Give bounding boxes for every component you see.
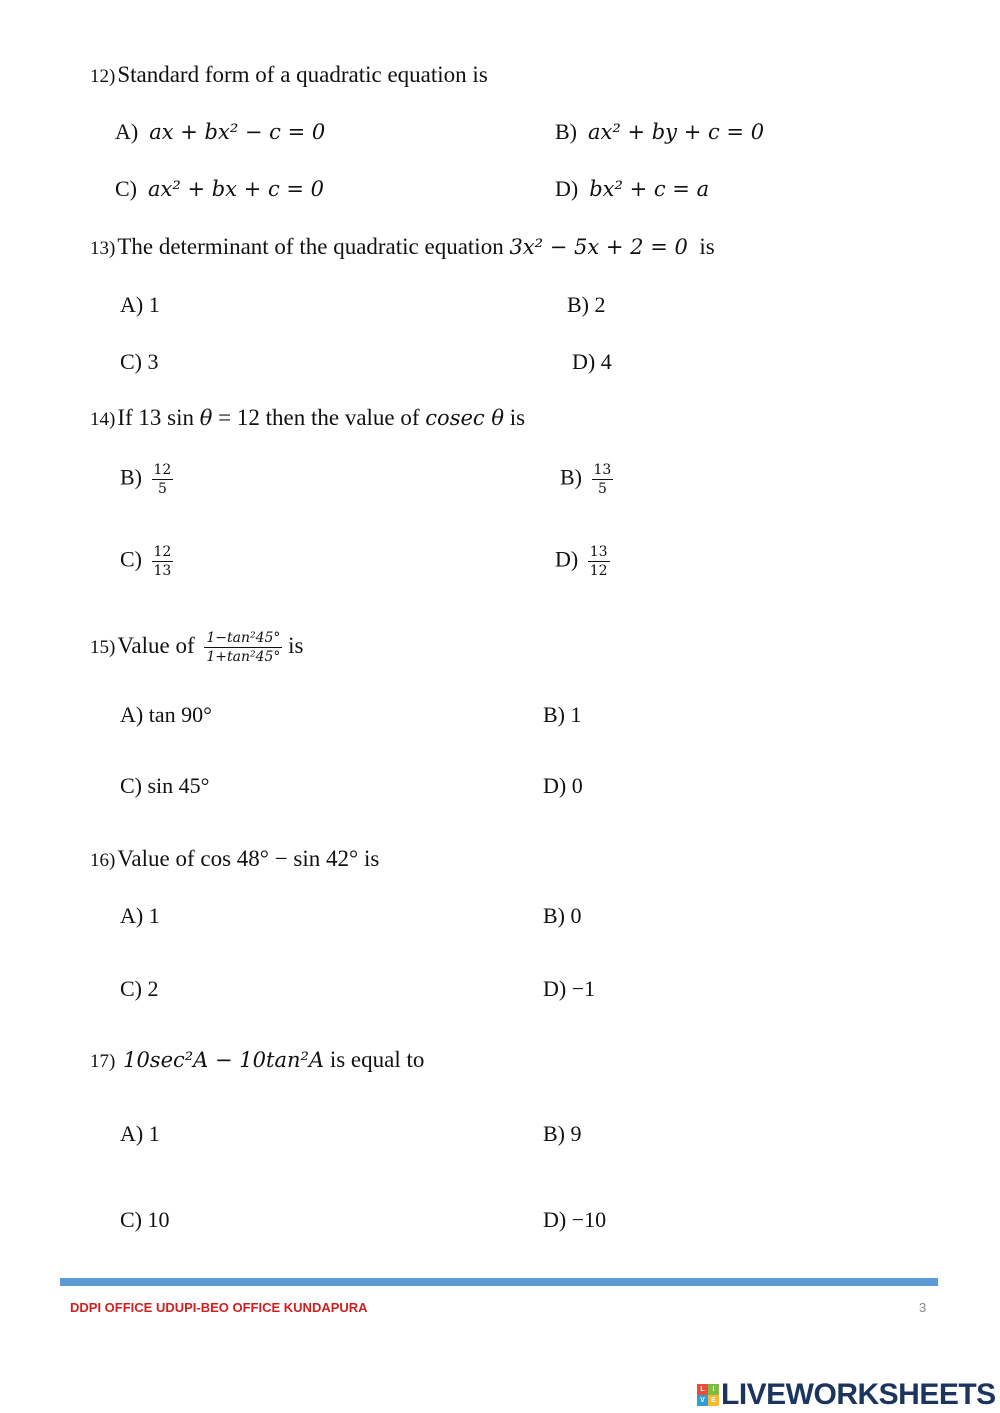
- question-14: [90, 403, 525, 435]
- question-suffix: is: [509, 405, 526, 430]
- question-text: The determinant of the quadratic equation: [117, 234, 504, 259]
- question-16: [90, 844, 379, 876]
- q16-option-a[interactable]: A) 1: [120, 903, 160, 928]
- theta-symbol: θ: [199, 406, 213, 430]
- option-label: D): [555, 176, 579, 201]
- q14-option-c[interactable]: [120, 544, 173, 579]
- q15-option-c[interactable]: C) sin 45°: [120, 773, 210, 798]
- option-label: D): [555, 546, 579, 572]
- question-suffix: is equal to: [329, 1047, 425, 1072]
- option-label: B): [560, 464, 582, 490]
- option-label: A): [115, 119, 139, 144]
- q14-option-a[interactable]: [120, 462, 173, 497]
- option-label: B): [555, 119, 577, 144]
- option-fraction: $\frac{13}{12}$: [589, 544, 608, 579]
- question-text: Value of cos 48° − sin 42° is: [117, 846, 380, 871]
- option-fraction: $\frac{13}{5}$: [593, 462, 612, 497]
- q12-option-b[interactable]: [555, 117, 764, 147]
- question-15: [90, 630, 304, 665]
- question-13: [90, 232, 715, 264]
- q15-option-a[interactable]: A) tan 90°: [120, 702, 212, 727]
- question-fraction: $\frac{\text{1−tan²45°}}{\text{1+tan²45°}}$: [206, 630, 281, 665]
- question-math: 3x² − 5x + 2 = 0: [509, 235, 688, 259]
- q14-option-d[interactable]: [555, 544, 610, 579]
- question-math: 10sec²A − 10tan²A: [123, 1048, 325, 1072]
- question-suffix: is: [288, 632, 304, 658]
- q13-option-d[interactable]: D) 4: [572, 349, 612, 374]
- q13-option-c[interactable]: C) 3: [120, 349, 159, 374]
- page-number: 3: [919, 1300, 927, 1315]
- footer-office: DDPI OFFICE UDUPI-BEO OFFICE KUNDAPURA: [70, 1300, 368, 1315]
- liveworksheets-logo[interactable]: [697, 1378, 996, 1412]
- question-number: 12): [90, 66, 116, 87]
- q17-option-d[interactable]: D) −10: [543, 1207, 607, 1232]
- question-text-mid: = 12 then the value of: [218, 405, 420, 430]
- option-math: ax² + bx + c = 0: [148, 177, 325, 201]
- question-17: [90, 1045, 424, 1077]
- q15-option-b[interactable]: B) 1: [543, 702, 582, 727]
- liveworksheets-icon: L I V E: [697, 1384, 719, 1406]
- q15-option-d[interactable]: D) 0: [543, 773, 583, 798]
- question-number: 16): [90, 850, 116, 871]
- question-number: 14): [90, 409, 116, 430]
- question-number: 13): [90, 238, 116, 259]
- question-math: cosec θ: [425, 406, 504, 430]
- option-label: C): [115, 176, 137, 201]
- option-label: B): [120, 464, 142, 490]
- option-fraction: $\frac{12}{13}$: [153, 544, 172, 579]
- q17-option-c[interactable]: C) 10: [120, 1207, 170, 1232]
- q13-option-b[interactable]: B) 2: [567, 292, 606, 317]
- option-fraction: $\frac{12}{5}$: [153, 462, 172, 497]
- q13-option-a[interactable]: A) 1: [120, 292, 160, 317]
- q16-option-b[interactable]: B) 0: [543, 903, 582, 928]
- q17-option-a[interactable]: A) 1: [120, 1121, 160, 1146]
- q12-option-a[interactable]: [115, 117, 325, 147]
- q17-option-b[interactable]: B) 9: [543, 1121, 582, 1146]
- question-number: 17): [90, 1051, 116, 1072]
- q14-option-b[interactable]: [560, 462, 613, 497]
- q16-option-c[interactable]: C) 2: [120, 976, 159, 1001]
- question-number: 15): [90, 636, 116, 658]
- q16-option-d[interactable]: D) −1: [543, 976, 596, 1001]
- option-math: bx² + c = a: [589, 177, 710, 201]
- question-text: Value of: [117, 632, 195, 658]
- question-suffix: is: [699, 234, 715, 259]
- question-12: [90, 60, 488, 92]
- question-text: Standard form of a quadratic equation is: [117, 62, 488, 87]
- q12-option-d[interactable]: [555, 174, 709, 204]
- option-math: ax + bx² − c = 0: [149, 120, 326, 144]
- q12-option-c[interactable]: [115, 174, 324, 204]
- question-text: If 13 sin: [117, 405, 194, 430]
- option-math: ax² + by + c = 0: [588, 120, 765, 144]
- option-label: C): [120, 546, 142, 572]
- footer-divider: [60, 1278, 938, 1286]
- brand-name: LIVEWORKSHEETS: [721, 1378, 996, 1411]
